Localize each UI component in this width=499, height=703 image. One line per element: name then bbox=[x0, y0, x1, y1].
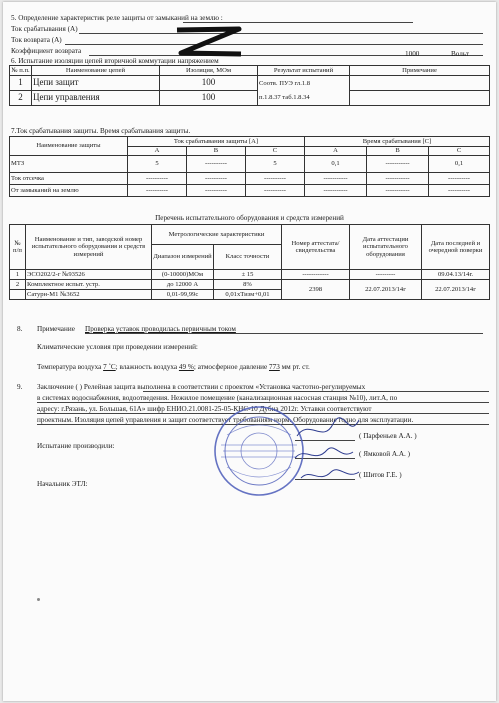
equipment-name: Комплектное испыт. устр. bbox=[26, 280, 152, 290]
equipment-name: Сатурн-М1 №3652 bbox=[26, 290, 152, 300]
accuracy-cell: 0,01хТизм+0,01 bbox=[214, 290, 282, 300]
value-cell: ----------- bbox=[367, 185, 429, 197]
table-row bbox=[10, 185, 490, 197]
header-cell: Изоляция, МОм bbox=[160, 66, 258, 76]
range-cell: до 12000 А bbox=[152, 280, 214, 290]
result-line: Соотв. ПУЭ гл.1.8 bbox=[259, 79, 311, 87]
value-cell: ---------- bbox=[429, 173, 490, 185]
range-cell: 0,01-99,99с bbox=[152, 290, 214, 300]
phase-label: В bbox=[187, 147, 246, 156]
header-cell: Наименование цепей bbox=[32, 66, 160, 76]
pressure-unit: мм рт. ст. bbox=[281, 363, 310, 371]
signer-name: ( Парфеньев А.А. ) bbox=[359, 432, 417, 440]
note-cell bbox=[350, 76, 490, 91]
phase-label: А bbox=[305, 147, 367, 156]
section7-title: 7.Ток срабатывания защиты. Время срабатывания защиты. bbox=[11, 127, 191, 135]
value-cell: ---------- bbox=[128, 185, 187, 197]
underline bbox=[183, 22, 413, 23]
header-cell: № п.п. bbox=[11, 66, 30, 74]
cert-cell: 2398 bbox=[282, 280, 350, 300]
circuit-name: Цепи защит bbox=[32, 76, 160, 91]
circuit-name: Цепи управления bbox=[32, 91, 160, 106]
protection-name: Ток отсечка bbox=[10, 173, 128, 185]
row-number: 2 bbox=[10, 280, 26, 290]
underline bbox=[89, 55, 483, 56]
value-cell: ----------- bbox=[367, 173, 429, 185]
conclusion-line: адресу: г.Рязань, ул. Большая, 61А» шифр ЕНИО.21.0081-25-05-КНС-10 Дубна 2012г. Уставки соответствуют bbox=[37, 405, 372, 413]
value-cell: ----------- bbox=[305, 173, 367, 185]
cert-date-cell: --------- bbox=[350, 270, 422, 280]
section6-title: 6. Испытание изоляции цепей вторичной коммутации напряжением bbox=[11, 57, 219, 65]
value-cell: ---------- bbox=[187, 173, 246, 185]
value-cell: 5 bbox=[246, 156, 305, 173]
value-cell: 0,1 bbox=[429, 156, 490, 173]
protection-name: МТЗ bbox=[10, 156, 128, 173]
insulation-value: 100 bbox=[160, 76, 258, 91]
conclusion-line: проектным. Изоляция цепей управления и защит соответствует требованиям норм. Оборудование годно для эксплуатации. bbox=[37, 416, 414, 424]
document-page bbox=[3, 2, 496, 701]
table-row bbox=[10, 280, 490, 290]
header-cell: Примечание bbox=[350, 66, 490, 76]
cert-cell: ------------ bbox=[282, 270, 350, 280]
row-number: 1 bbox=[10, 270, 26, 280]
phase-label: В bbox=[367, 147, 429, 156]
equipment-name: ЭСО202/2-г №93526 bbox=[26, 270, 152, 280]
trip-current-label: Ток срабатывания (А) bbox=[11, 25, 78, 33]
header-cell: Диапазон измерений bbox=[152, 245, 214, 270]
climate-label: Климатические условия при проведении измерений: bbox=[37, 343, 198, 351]
climate-values bbox=[37, 363, 310, 371]
table-row bbox=[10, 173, 490, 185]
header-cell: № п/п bbox=[10, 225, 26, 270]
insulation-table bbox=[9, 65, 490, 106]
equipment-table bbox=[9, 224, 490, 300]
table-row bbox=[10, 156, 490, 173]
section9-number: 9. bbox=[17, 383, 23, 391]
return-coefficient-label: Коэффициент возврата bbox=[11, 47, 82, 55]
row-number bbox=[10, 290, 26, 300]
value-cell: ---------- bbox=[246, 173, 305, 185]
test-result bbox=[258, 76, 350, 106]
speck bbox=[37, 598, 40, 601]
header-cell: Номер аттестата/ свидетельства bbox=[282, 225, 350, 270]
header-cell: Время срабатывания [С] bbox=[305, 137, 490, 147]
section8-number: 8. bbox=[17, 325, 23, 333]
tested-by-label: Испытание производили: bbox=[37, 442, 115, 450]
signature-scribbles bbox=[289, 414, 369, 486]
table-row bbox=[10, 76, 490, 91]
value-cell: ---------- bbox=[187, 185, 246, 197]
header-cell: Метрологические характеристики bbox=[152, 225, 282, 245]
strike-z-mark bbox=[173, 26, 245, 58]
underline bbox=[143, 391, 489, 392]
voltage-value: 1000 bbox=[405, 50, 420, 58]
temp-label: Температура воздуха bbox=[37, 363, 102, 371]
conclusion-line: Заключение ( ) Релейная защита выполнена в соответствии с проектом «Установка частотно-регулируемых bbox=[37, 383, 366, 391]
header-cell: Наименование и тип, заводской номер испытательного оборудования и средств измерений bbox=[26, 225, 152, 270]
table-row bbox=[10, 270, 490, 280]
table-row bbox=[10, 91, 490, 106]
header-cell: Наименование защиты bbox=[10, 137, 128, 156]
temp-value: 7 ˚С bbox=[103, 363, 116, 371]
header-cell: Класс точности bbox=[214, 245, 282, 270]
signer-name: ( Шитов Г.Е. ) bbox=[359, 471, 402, 479]
head-label: Начальник ЭТЛ: bbox=[37, 480, 88, 488]
note-text: Проверка уставок проводилась первичным током bbox=[85, 325, 236, 333]
humidity-value: 49 % bbox=[178, 363, 194, 371]
header-cell: Результат испытаний bbox=[258, 66, 350, 76]
humidity-label: ; влажность воздуха bbox=[115, 363, 178, 371]
value-cell: 0,1 bbox=[305, 156, 367, 173]
underline bbox=[65, 44, 483, 45]
row-number: 2 bbox=[10, 91, 32, 106]
equipment-title: Перечень испытательного оборудования и средств измерений bbox=[155, 214, 344, 222]
signer-name: ( Ямковой А.А. ) bbox=[359, 450, 410, 458]
range-cell: (0-10000)МОм bbox=[152, 270, 214, 280]
phase-label: А bbox=[128, 147, 187, 156]
voltage-unit: Вольт bbox=[451, 50, 470, 58]
header-cell: Дата последней и очередной поверки bbox=[422, 225, 490, 270]
value-cell: ---------- bbox=[246, 185, 305, 197]
underline bbox=[79, 33, 483, 34]
value-cell: ---------- bbox=[128, 173, 187, 185]
underline bbox=[37, 402, 489, 403]
phase-label: С bbox=[429, 147, 490, 156]
return-current-label: Ток возврата (А) bbox=[11, 36, 62, 44]
header-cell: Дата аттестации испытательного оборудования bbox=[350, 225, 422, 270]
underline bbox=[85, 333, 483, 334]
header-cell: Ток срабатывания защиты [А] bbox=[128, 137, 305, 147]
check-date-cell: 22.07.2013/14г bbox=[422, 280, 490, 300]
phase-label: С bbox=[246, 147, 305, 156]
note-cell bbox=[350, 91, 490, 106]
row-number: 1 bbox=[10, 76, 32, 91]
result-line: п.1.8.37 таб.1.8.34 bbox=[259, 94, 310, 101]
accuracy-cell: 8% bbox=[214, 280, 282, 290]
conclusion-line: в системах водоснабжения, водоотведения. Нежилое помещение (канализационная насосная станция №10), лит.А, по bbox=[37, 394, 398, 402]
pressure-label: ; атмосферное давление bbox=[193, 363, 268, 371]
pressure-value: 773 bbox=[269, 363, 280, 371]
value-cell: 5 bbox=[128, 156, 187, 173]
section5-title: 5. Определение характеристик реле защиты от замыканий на землю : bbox=[11, 14, 223, 22]
insulation-value: 100 bbox=[160, 91, 258, 106]
note-label: Примечание bbox=[37, 325, 75, 333]
check-date-cell: 09.04.13/14г. bbox=[422, 270, 490, 280]
protection-table bbox=[9, 136, 490, 197]
accuracy-cell: ± 15 bbox=[214, 270, 282, 280]
protection-name: От замыканий на землю bbox=[10, 185, 128, 197]
cert-date-cell: 22.07.2013/14г bbox=[350, 280, 422, 300]
value-cell: ---------- bbox=[187, 156, 246, 173]
value-cell: ----------- bbox=[367, 156, 429, 173]
value-cell: ---------- bbox=[429, 185, 490, 197]
value-cell: ----------- bbox=[305, 185, 367, 197]
